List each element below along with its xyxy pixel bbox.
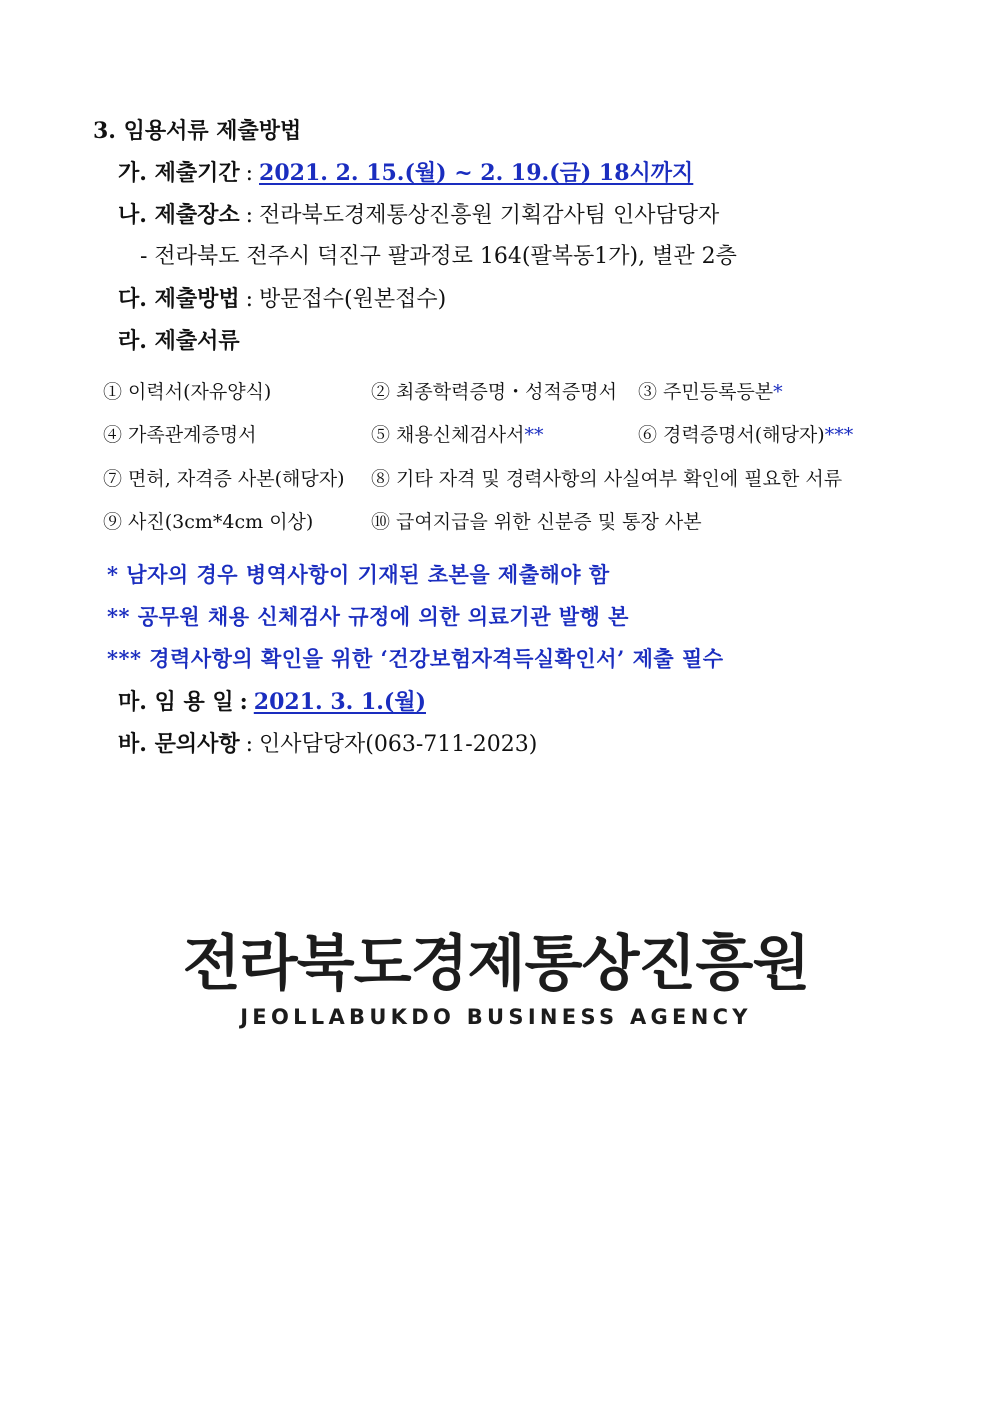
- inquiry-value: 인사담당자(063-711-2023): [259, 732, 538, 757]
- appointment-value: 2021. 3. 1.(월): [253, 689, 426, 715]
- document-item: ⑨ 사진(3cm*4cm 이상): [103, 511, 314, 533]
- agency-logo-english: JEOLLABUKDO BUSINESS AGENCY: [240, 1005, 752, 1029]
- inquiry-row: [118, 730, 537, 759]
- colon: :: [245, 287, 254, 312]
- document-item: ③ 주민등록등본*: [638, 381, 783, 403]
- document-item: ⑥ 경력증명서(해당자)***: [638, 424, 854, 446]
- note-medical: ** 공무원 채용 신체검사 규정에 의한 의료기관 발행 본: [107, 604, 629, 629]
- address-row: [140, 243, 737, 271]
- submission-place-row: [118, 201, 719, 230]
- document-item: ① 이력서(자유양식): [103, 381, 272, 403]
- colon: :: [245, 203, 254, 228]
- appointment-label: 마. 임 용 일: [118, 689, 234, 715]
- submission-period-row: [118, 159, 693, 188]
- submission-period-value: 2021. 2. 15.(월) ~ 2. 19.(금) 18시까지: [259, 160, 694, 186]
- submission-period-label: 가. 제출기간: [118, 160, 240, 186]
- colon: :: [245, 161, 254, 186]
- inquiry-label: 바. 문의사항: [118, 731, 240, 757]
- asterisk-mark: ***: [824, 424, 854, 446]
- document-item: ⑩ 급여지급을 위한 신분증 및 통장 사본: [371, 511, 702, 533]
- asterisk-mark: **: [524, 424, 544, 446]
- agency-logo-korean: 전라북도경제통상진흥원: [182, 929, 810, 999]
- colon: :: [245, 732, 254, 757]
- asterisk-mark: *: [773, 381, 783, 403]
- appointment-row: [118, 688, 426, 717]
- documents-label-row: [118, 327, 240, 355]
- document-item: ② 최종학력증명・성적증명서: [371, 381, 617, 403]
- submission-method-label: 다. 제출방법: [118, 286, 240, 312]
- documents-label: 라. 제출서류: [118, 328, 240, 354]
- section-title: 3. 임용서류 제출방법: [93, 118, 302, 144]
- submission-method-row: [118, 285, 446, 314]
- note-military: * 남자의 경우 병역사항이 기재된 초본을 제출해야 함: [107, 562, 610, 587]
- submission-method-value: 방문접수(원본접수): [259, 287, 447, 312]
- document-item: ⑦ 면허, 자격증 사본(해당자): [103, 468, 345, 490]
- submission-place-value: 전라북도경제통상진흥원 기획감사팀 인사담당자: [259, 203, 720, 228]
- document-item: ⑧ 기타 자격 및 경력사항의 사실여부 확인에 필요한 서류: [371, 468, 843, 490]
- note-insurance: *** 경력사항의 확인을 위한 ‘건강보험자격득실확인서’ 제출 필수: [107, 646, 724, 671]
- document-item: ⑤ 채용신체검사서**: [371, 424, 544, 446]
- submission-place-label: 나. 제출장소: [118, 202, 240, 228]
- colon: :: [239, 689, 248, 715]
- address: - 전라북도 전주시 덕진구 팔과정로 164(팔복동1가), 별관 2층: [140, 244, 737, 269]
- document-item: ④ 가족관계증명서: [103, 424, 257, 446]
